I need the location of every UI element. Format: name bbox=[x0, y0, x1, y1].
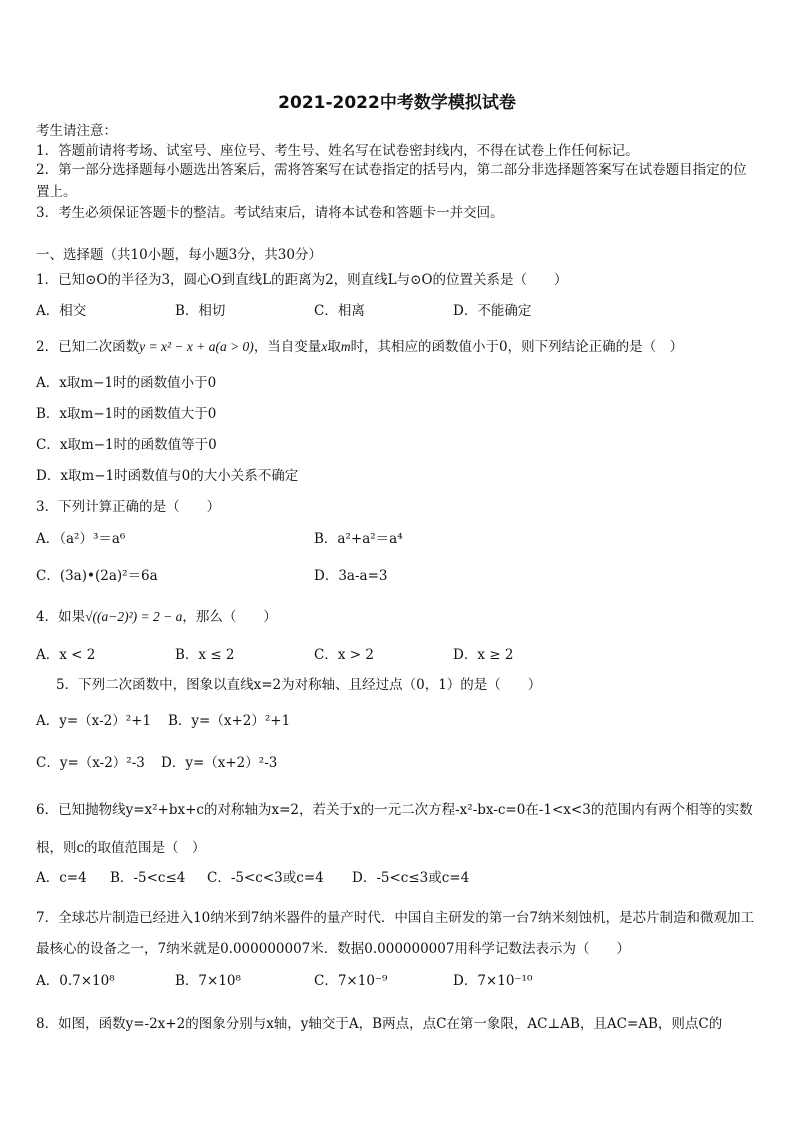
question-3-option-d: D．3a-a=3 bbox=[314, 568, 388, 584]
question-3-option-c: C．(3a)•(2a)²＝6a bbox=[36, 568, 158, 584]
notice-item-1: 1．答题前请将考场、试室号、座位号、考生号、姓名写在试卷密封线内，不得在试卷上作任何标记。 bbox=[36, 143, 639, 159]
question-2-option-d: D．x取m−1时函数值与0的大小关系不确定 bbox=[36, 468, 299, 484]
question-2-function: y = x² − x + a(a > 0) bbox=[139, 339, 254, 354]
question-2-variable-m: m bbox=[340, 339, 351, 354]
question-4-option-a: A．x < 2 bbox=[36, 647, 96, 663]
section-heading: 一、选择题（共10小题，每小题3分，共30分） bbox=[36, 247, 322, 263]
question-2-stem bbox=[36, 338, 683, 356]
question-2-take: 取 bbox=[327, 339, 341, 355]
question-4-stem-pre: 4．如果 bbox=[36, 609, 86, 625]
question-1-stem: 1．已知⊙O的半径为3，圆心O到直线L的距离为2，则直线L与⊙O的位置关系是（ ） bbox=[36, 272, 568, 288]
question-6-option-a: A．c=4 bbox=[36, 870, 87, 886]
question-7-option-b: B．7×10⁸ bbox=[175, 973, 241, 989]
question-6-option-c: C．-5<c<3或c=4 bbox=[207, 870, 324, 886]
question-7-option-a: A．0.7×10⁸ bbox=[36, 973, 115, 989]
notice-item-2: 2．第一部分选择题每小题选出答案后，需将答案写在试卷指定的括号内，第二部分非选择题答案写在试卷题目指定的位置上。 bbox=[36, 162, 747, 200]
question-1-option-d: D．不能确定 bbox=[453, 303, 532, 319]
question-6-option-b: B．-5<c≤4 bbox=[110, 870, 186, 886]
question-7-stem: 7．全球芯片制造已经进入10纳米到7纳米器件的量产时代．中国自主研发的第一台7纳米刻蚀机，是芯片制造和微观加工最核心的设备之一，7纳米就是0.000000007米．数据0.000000007用科学记数法表示为（ ） bbox=[36, 910, 754, 957]
question-6-option-d: D．-5<c≤3或c=4 bbox=[352, 870, 470, 886]
question-5-stem: 5．下列二次函数中，图象以直线x=2为对称轴、且经过点（0，1）的是（ ） bbox=[56, 677, 542, 693]
question-1-option-b: B．相切 bbox=[175, 303, 226, 319]
question-5-option-b: B．y=（x+2）²+1 bbox=[168, 713, 291, 729]
page-title: 2021-2022中考数学模拟试卷 bbox=[278, 93, 516, 113]
notice-item-3: 3．考生必须保证答题卡的整洁。考试结束后，请将本试卷和答题卡一并交回。 bbox=[36, 205, 504, 221]
question-2-stem-pre: 2．已知二次函数 bbox=[36, 339, 140, 355]
question-7-option-c: C．7×10⁻⁹ bbox=[314, 973, 388, 989]
question-2-variable-x: x bbox=[321, 339, 328, 354]
question-6-stem: 6．已知抛物线y=x²+bx+c的对称轴为x=2，若关于x的一元二次方程-x²-bx-c=0在-1<x<3的范围内有两个相等的实数根，则c的取值范围是（ ） bbox=[36, 802, 753, 856]
question-5-option-a: A．y=（x-2）²+1 bbox=[36, 713, 152, 729]
notice-header: 考生请注意： bbox=[36, 123, 117, 139]
question-1-option-a: A．相交 bbox=[36, 303, 87, 319]
question-4-option-b: B．x ≤ 2 bbox=[175, 647, 235, 663]
question-2-option-a: A．x取m−1时的函数值小于0 bbox=[36, 375, 217, 391]
question-3-stem: 3．下列计算正确的是（ ） bbox=[36, 499, 221, 515]
question-2-stem-post: 时，其相应的函数值小于0，则下列结论正确的是（ ） bbox=[350, 339, 684, 355]
question-2-option-b: B．x取m−1时的函数值大于0 bbox=[36, 406, 217, 422]
question-3-option-a: A．（a²）³＝a⁶ bbox=[36, 531, 126, 547]
question-8-stem: 8．如图，函数y=-2x+2的图象分别与x轴，y轴交于A，B两点，点C在第一象限，AC⊥AB，且AC=AB，则点C的 bbox=[36, 1016, 723, 1032]
question-5-option-d: D．y=（x+2）²-3 bbox=[161, 755, 278, 771]
question-4-option-d: D．x ≥ 2 bbox=[453, 647, 514, 663]
question-2-option-c: C．x取m−1时的函数值等于0 bbox=[36, 437, 217, 453]
question-4-stem-post: ，那么（ ） bbox=[182, 609, 277, 625]
question-7-option-d: D．7×10⁻¹⁰ bbox=[453, 973, 533, 989]
question-1-option-c: C．相离 bbox=[314, 303, 365, 319]
question-4-expression: √((a−2)²) = 2 − a bbox=[85, 609, 183, 624]
question-3-option-b: B．a²+a²＝a⁴ bbox=[314, 531, 403, 547]
question-2-stem-mid: ，当自变量 bbox=[253, 339, 322, 355]
question-4-stem bbox=[36, 608, 277, 626]
question-5-option-c: C．y=（x-2）²-3 bbox=[36, 755, 145, 771]
question-4-option-c: C．x > 2 bbox=[314, 647, 374, 663]
